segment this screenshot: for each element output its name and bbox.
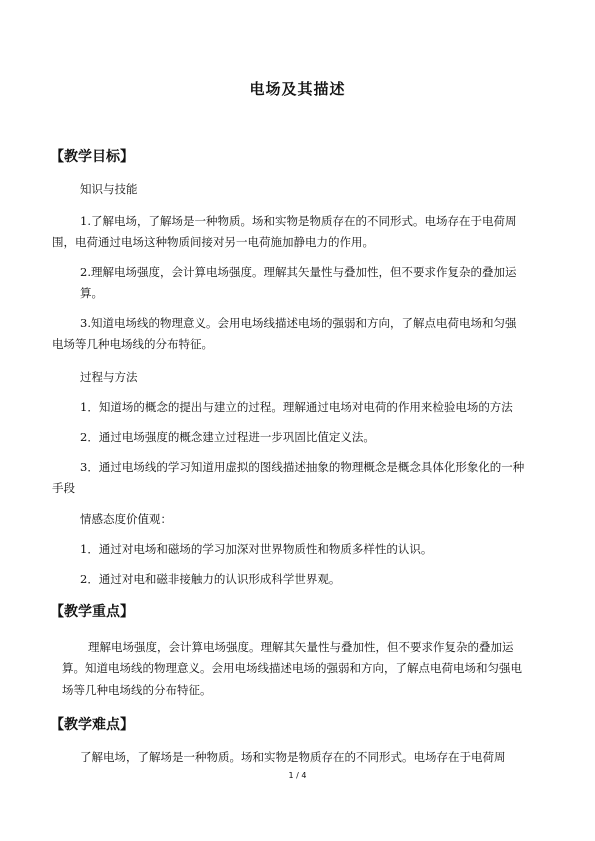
subheading-process: 过程与方法 <box>80 370 138 384</box>
paragraph-line: 2．通过电场强度的概念建立过程进一步巩固比值定义法。 <box>80 430 375 444</box>
document-title: 电场及其描述 <box>249 80 346 98</box>
subheading-emotion: 情感态度价值观： <box>80 512 172 526</box>
paragraph-line: 1．知道场的概念的提出与建立的过程。理解通过电场对电荷的作用来检验电场的方法 <box>80 400 513 414</box>
paragraph-line: 场等几种电场线的分布特征。 <box>62 683 212 697</box>
paragraph-line: 3．通过电场线的学习知道用虚拟的图线描述抽象的物理概念是概念具体化形象化的一种 <box>80 460 525 474</box>
section-heading-difficulties: 【教学难点】 <box>50 717 134 733</box>
paragraph-line: 2.理解电场强度，会计算电场强度。理解其矢量性与叠加性，但不要求作复杂的叠加运 <box>80 265 517 279</box>
paragraph-line: 了解电场，了解场是一种物质。场和实物是物质存在的不同形式。电场存在于电荷周 <box>80 750 506 764</box>
paragraph-line: 电场等几种电场线的分布特征。 <box>52 337 213 351</box>
section-heading-objectives: 【教学目标】 <box>50 149 134 165</box>
section-heading-key-points: 【教学重点】 <box>50 604 134 620</box>
paragraph-line: 1．通过对电场和磁场的学习加深对世界物质性和物质多样性的认识。 <box>80 542 433 556</box>
paragraph-line: 3.知道电场线的物理意义。会用电场线描述电场的强弱和方向，了解点电荷电场和匀强 <box>80 316 517 330</box>
page-number: 1 / 4 <box>288 771 307 780</box>
paragraph-line: 理解电场强度，会计算电场强度。理解其矢量性与叠加性，但不要求作复杂的叠加运 <box>88 640 514 654</box>
paragraph-line: 手段 <box>52 481 75 495</box>
paragraph-line: 算。 <box>80 286 103 300</box>
paragraph-line: 围，电荷通过电场这种物质间接对另一电荷施加静电力的作用。 <box>52 235 374 249</box>
subheading-knowledge: 知识与技能 <box>80 182 138 196</box>
paragraph-line: 2．通过对电和磁非接触力的认识形成科学世界观。 <box>80 572 341 586</box>
paragraph-line: 1.了解电场，了解场是一种物质。场和实物是物质存在的不同形式。电场存在于电荷周 <box>80 214 517 228</box>
paragraph-line: 算。知道电场线的物理意义。会用电场线描述电场的强弱和方向，了解点电荷电场和匀强电 <box>62 661 522 675</box>
